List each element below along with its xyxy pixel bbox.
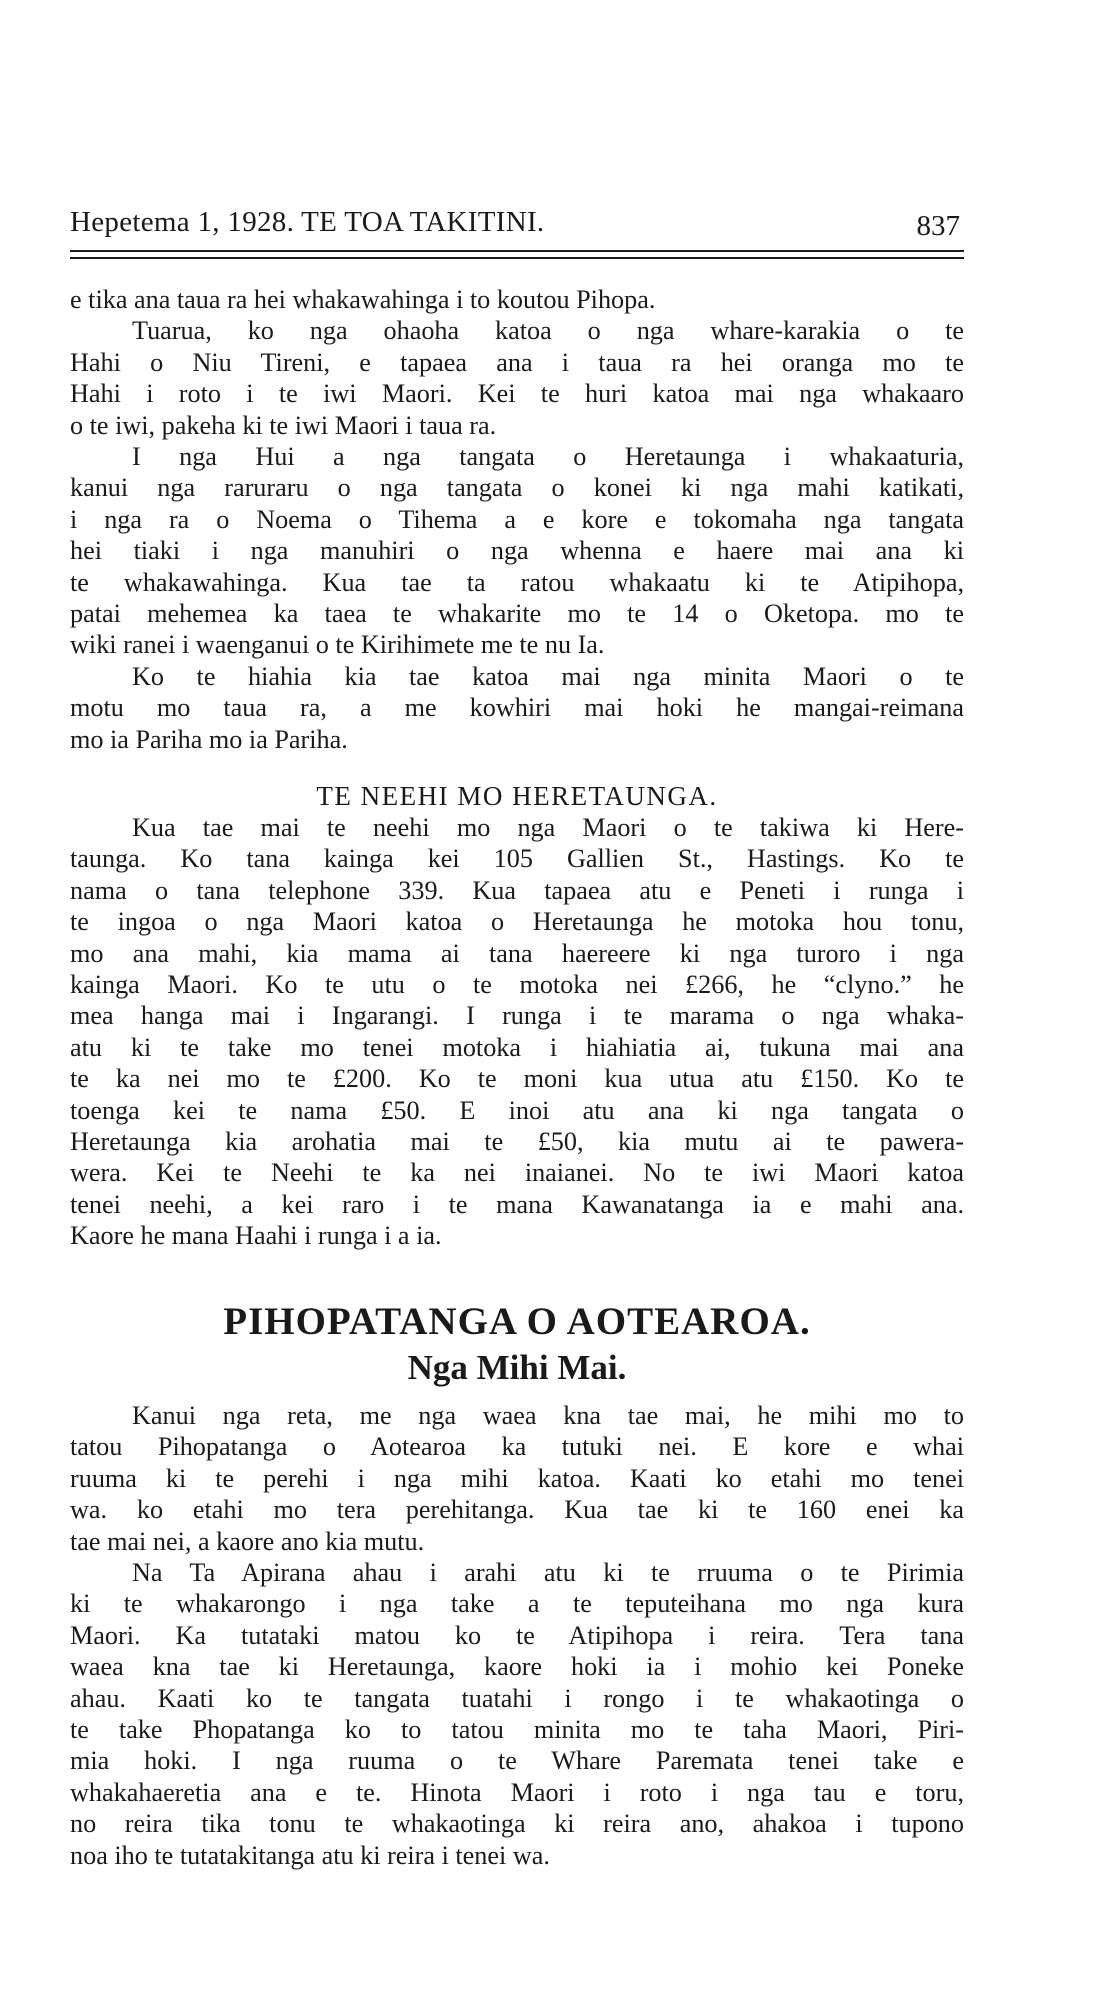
text-line: toenga kei te nama £50. E inoi atu ana ki nga tangata o bbox=[70, 1095, 964, 1125]
text-line: wera. Kei te Neehi te ka nei inaianei. No te iwi Maori katoa bbox=[70, 1158, 964, 1188]
text-line: Ko te hiahia kia tae katoa mai nga minita Maori o te bbox=[132, 661, 964, 691]
paragraph bbox=[70, 812, 964, 1252]
text-line: ahau. Kaati ko te tangata tuatahi i rongo i te whakaotinga o bbox=[70, 1683, 964, 1713]
paragraph bbox=[70, 284, 964, 315]
text-line: Maori. Ka tutataki matou ko te Atipihopa i reira. Tera tana bbox=[70, 1620, 964, 1650]
text-line: mo ana mahi, kia mama ai tana haereere ki nga turoro i nga bbox=[70, 938, 964, 968]
paragraph bbox=[70, 661, 964, 755]
text-line: Tuarua, ko nga ohaoha katoa o nga whare-karakia o te bbox=[132, 316, 964, 346]
text-line: Heretaunga kia arohatia mai te £50, kia mutu ai te pawera- bbox=[70, 1127, 964, 1157]
header-double-rule bbox=[70, 250, 964, 259]
text-line: te take Phopatanga ko to tatou minita mo te taha Maori, Piri- bbox=[70, 1715, 964, 1745]
section-2-heading: TE NEEHI MO HERETAUNGA. bbox=[316, 781, 718, 811]
text-line: Na Ta Apirana ahau i arahi atu ki te rruuma o te Pirimia bbox=[132, 1558, 964, 1588]
page-number: 837 bbox=[916, 210, 960, 242]
text-line: waea kna tae ki Heretaunga, kaore hoki ia i mohio kei Poneke bbox=[70, 1652, 964, 1682]
text-line: patai mehemea ka taea te whakarite mo te 14 o Oketopa. mo te bbox=[70, 599, 964, 629]
text-line: wiki ranei i waenganui o te Kirihimete me te nu Ia. bbox=[70, 630, 605, 660]
text-line: hei tiaki i nga manuhiri o nga whenna e haere mai ana ki bbox=[70, 536, 964, 566]
text-line: e tika ana taua ra hei whakawahinga i to koutou Pihopa. bbox=[70, 285, 656, 314]
text-line: o te iwi, pakeha ki te iwi Maori i taua ra. bbox=[70, 410, 497, 440]
text-line: I nga Hui a nga tangata o Heretaunga i whakaaturia, bbox=[132, 442, 964, 472]
running-header bbox=[70, 206, 964, 246]
text-line: Hahi i roto i te iwi Maori. Kei te huri katoa mai nga whakaaro bbox=[70, 379, 964, 409]
paragraph bbox=[70, 315, 964, 441]
text-line: i nga ra o Noema o Tihema a e kore e tokomaha nga tangata bbox=[70, 504, 964, 534]
text-line: kainga Maori. Ko te utu o te motoka nei £266, he “clyno.” he bbox=[70, 970, 964, 1000]
section-3-text bbox=[70, 1400, 964, 1871]
header-date-title: Hepetema 1, 1928. TE TOA TAKITINI. bbox=[70, 206, 545, 238]
paragraph bbox=[70, 441, 964, 661]
text-line: wa. ko etahi mo tera perehitanga. Kua tae ki te 160 enei ka bbox=[70, 1495, 964, 1525]
text-line: Kua tae mai te neehi mo nga Maori o te takiwa ki Here- bbox=[132, 813, 964, 842]
paragraph bbox=[70, 1400, 964, 1557]
text-line: whakahaeretia ana e te. Hinota Maori i roto i nga tau e toru, bbox=[70, 1777, 964, 1807]
text-line: motu mo taua ra, a me kowhiri mai hoki he mangai-reimana bbox=[70, 693, 964, 723]
text-line: mia hoki. I nga ruuma o te Whare Paremata tenei take e bbox=[70, 1746, 964, 1776]
text-line: tae mai nei, a kaore ano kia mutu. bbox=[70, 1526, 425, 1556]
paragraph bbox=[70, 1557, 964, 1871]
text-line: ruuma ki te perehi i nga mihi katoa. Kaati ko etahi mo tenei bbox=[70, 1463, 964, 1493]
text-line: tatou Pihopatanga o Aotearoa ka tutuki nei. E kore e whai bbox=[70, 1432, 964, 1462]
text-line: te ka nei mo te £200. Ko te moni kua utua atu £150. Ko te bbox=[70, 1064, 964, 1094]
text-line: ki te whakarongo i nga take a te teputeihana mo nga kura bbox=[70, 1589, 964, 1619]
text-line: Hahi o Niu Tireni, e tapaea ana i taua ra hei oranga mo te bbox=[70, 347, 964, 377]
text-line: tenei neehi, a kei raro i te mana Kawanatanga ia e mahi ana. bbox=[70, 1189, 964, 1219]
text-line: noa iho te tutatakitanga atu ki reira i tenei wa. bbox=[70, 1840, 550, 1870]
text-line: Kaore he mana Haahi i runga i a ia. bbox=[70, 1221, 442, 1251]
text-line: te whakawahinga. Kua tae ta ratou whakaatu ki te Atipihopa, bbox=[70, 567, 964, 597]
section-2-text bbox=[70, 812, 964, 1252]
section-1-text bbox=[70, 284, 964, 755]
text-line: taunga. Ko tana kainga kei 105 Gallien St., Hastings. Ko te bbox=[70, 844, 964, 874]
text-line: kanui nga raruraru o nga tangata o konei ki nga mahi katikati, bbox=[70, 473, 964, 503]
section-3-subheading: Nga Mihi Mai. bbox=[407, 1348, 627, 1387]
text-line: no reira tika tonu te whakaotinga ki reira ano, ahakoa i tupono bbox=[70, 1809, 964, 1839]
text-line: Kanui nga reta, me nga waea kna tae mai, he mihi mo to bbox=[132, 1401, 964, 1430]
text-line: nama o tana telephone 339. Kua tapaea atu e Peneti i runga i bbox=[70, 875, 964, 905]
text-line: mea hanga mai i Ingarangi. I runga i te marama o nga whaka- bbox=[70, 1001, 964, 1031]
section-3-heading: PIHOPATANGA O AOTEAROA. bbox=[223, 1300, 811, 1343]
text-line: mo ia Pariha mo ia Pariha. bbox=[70, 724, 348, 754]
text-line: te ingoa o nga Maori katoa o Heretaunga he motoka hou tonu, bbox=[70, 907, 964, 937]
text-line: atu ki te take mo tenei motoka i hiahiatia ai, tukuna mai ana bbox=[70, 1032, 964, 1062]
